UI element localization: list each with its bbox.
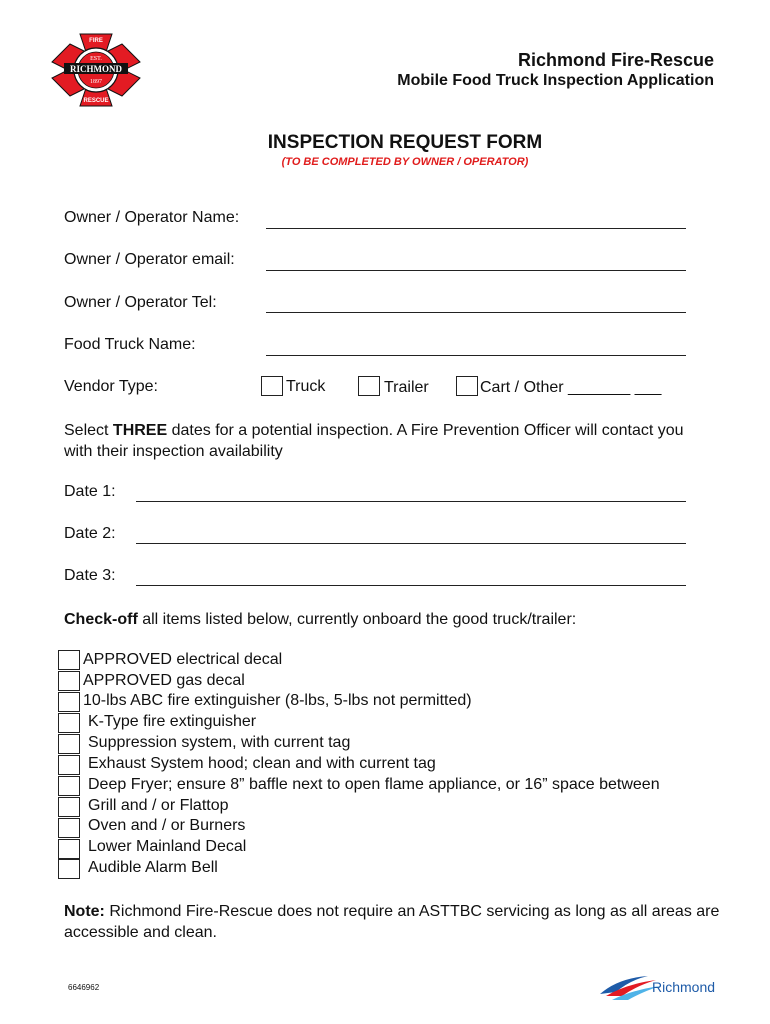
truck-name-label: Food Truck Name: [64, 336, 196, 353]
form-subtitle: (TO BE COMPLETED BY OWNER / OPERATOR) [281, 156, 529, 168]
checklist-intro-rest: all items listed below, currently onboard the good truck/trailer: [137, 611, 577, 628]
dates-intro [64, 420, 704, 462]
richmond-fire-rescue-logo [50, 32, 142, 108]
checklist-checkbox-exhaust-hood[interactable] [58, 755, 80, 775]
logo-est-text: EST. [90, 56, 102, 62]
dates-intro-bold: THREE [112, 422, 168, 439]
date-2-field[interactable] [136, 543, 686, 544]
note-text: Richmond Fire-Rescue does not require an ASTTBC servicing as long as all areas are accessible and clean. [64, 903, 720, 941]
logo-bottom-text: RESCUE [83, 98, 109, 104]
checklist-item-audible-alarm: Audible Alarm Bell [88, 859, 218, 876]
vendor-truck-checkbox[interactable] [261, 376, 283, 396]
org-title: Richmond Fire-Rescue [517, 50, 714, 70]
checklist-checkbox-electrical-decal[interactable] [58, 650, 80, 670]
checklist-item-lower-mainland-decal: Lower Mainland Decal [88, 838, 247, 855]
checklist-intro-bold: Check-off [64, 611, 138, 628]
checklist-checkbox-suppression-system[interactable] [58, 734, 80, 754]
date-2-label: Date 2: [64, 525, 116, 542]
owner-name-label: Owner / Operator Name: [64, 209, 240, 226]
vendor-truck-label: Truck [286, 378, 326, 395]
owner-email-label: Owner / Operator email: [64, 251, 235, 268]
checklist-item-grill-flattop: Grill and / or Flattop [88, 797, 229, 814]
logo-top-text: FIRE [89, 38, 103, 44]
checklist-checkbox-lower-mainland-decal[interactable] [58, 839, 80, 859]
checklist-checkbox-abc-extinguisher[interactable] [58, 692, 80, 712]
date-1-field[interactable] [136, 501, 686, 502]
doc-number: 6646962 [68, 983, 100, 992]
checklist-item-electrical-decal: APPROVED electrical decal [83, 651, 283, 668]
dates-intro-rest: dates for a potential inspection. A Fire Prevention Officer will contact you with their inspection availability [64, 422, 684, 460]
logo-year-text: 1897 [90, 79, 102, 85]
owner-name-field[interactable] [266, 228, 686, 229]
note-bold: Note: [64, 903, 105, 920]
vendor-other-label: Cart / Other _______ ___ [480, 379, 662, 396]
checklist-checkbox-deep-fryer[interactable] [58, 776, 80, 796]
checklist-item-suppression-system: Suppression system, with current tag [88, 734, 351, 751]
date-3-label: Date 3: [64, 567, 116, 584]
form-title: INSPECTION REQUEST FORM [267, 132, 543, 153]
dates-intro-prefix: Select [64, 422, 113, 439]
checklist-checkbox-k-type-extinguisher[interactable] [58, 713, 80, 733]
checklist-item-k-type-extinguisher: K-Type fire extinguisher [88, 713, 257, 730]
date-3-field[interactable] [136, 585, 686, 586]
brand-name: Richmond [652, 979, 716, 995]
checklist-checkbox-grill-flattop[interactable] [58, 797, 80, 817]
owner-email-field[interactable] [266, 270, 686, 271]
checklist-checkbox-audible-alarm[interactable] [58, 859, 80, 879]
checklist-intro [64, 609, 744, 630]
checklist-item-exhaust-hood: Exhaust System hood; clean and with current tag [88, 755, 436, 772]
checklist-item-abc-extinguisher: 10-lbs ABC fire extinguisher (8-lbs, 5-lbs not permitted) [83, 692, 472, 709]
truck-name-field[interactable] [266, 355, 686, 356]
richmond-waves-icon [600, 976, 660, 1000]
checklist-item-deep-fryer: Deep Fryer; ensure 8” baffle next to open flame appliance, or 16” space between [88, 776, 660, 793]
vendor-other-checkbox[interactable] [456, 376, 478, 396]
vendor-type-label: Vendor Type: [64, 378, 158, 395]
vendor-trailer-label: Trailer [384, 379, 429, 396]
vendor-trailer-checkbox[interactable] [358, 376, 380, 396]
checklist-checkbox-gas-decal[interactable] [58, 671, 80, 691]
owner-tel-label: Owner / Operator Tel: [64, 294, 217, 311]
note [64, 901, 724, 943]
checklist-item-gas-decal: APPROVED gas decal [83, 672, 245, 689]
logo-name-text: RICHMOND [70, 64, 122, 74]
date-1-label: Date 1: [64, 483, 116, 500]
org-subtitle: Mobile Food Truck Inspection Application [397, 72, 714, 89]
owner-tel-field[interactable] [266, 312, 686, 313]
checklist-checkbox-oven-burners[interactable] [58, 818, 80, 838]
checklist-item-oven-burners: Oven and / or Burners [88, 817, 246, 834]
